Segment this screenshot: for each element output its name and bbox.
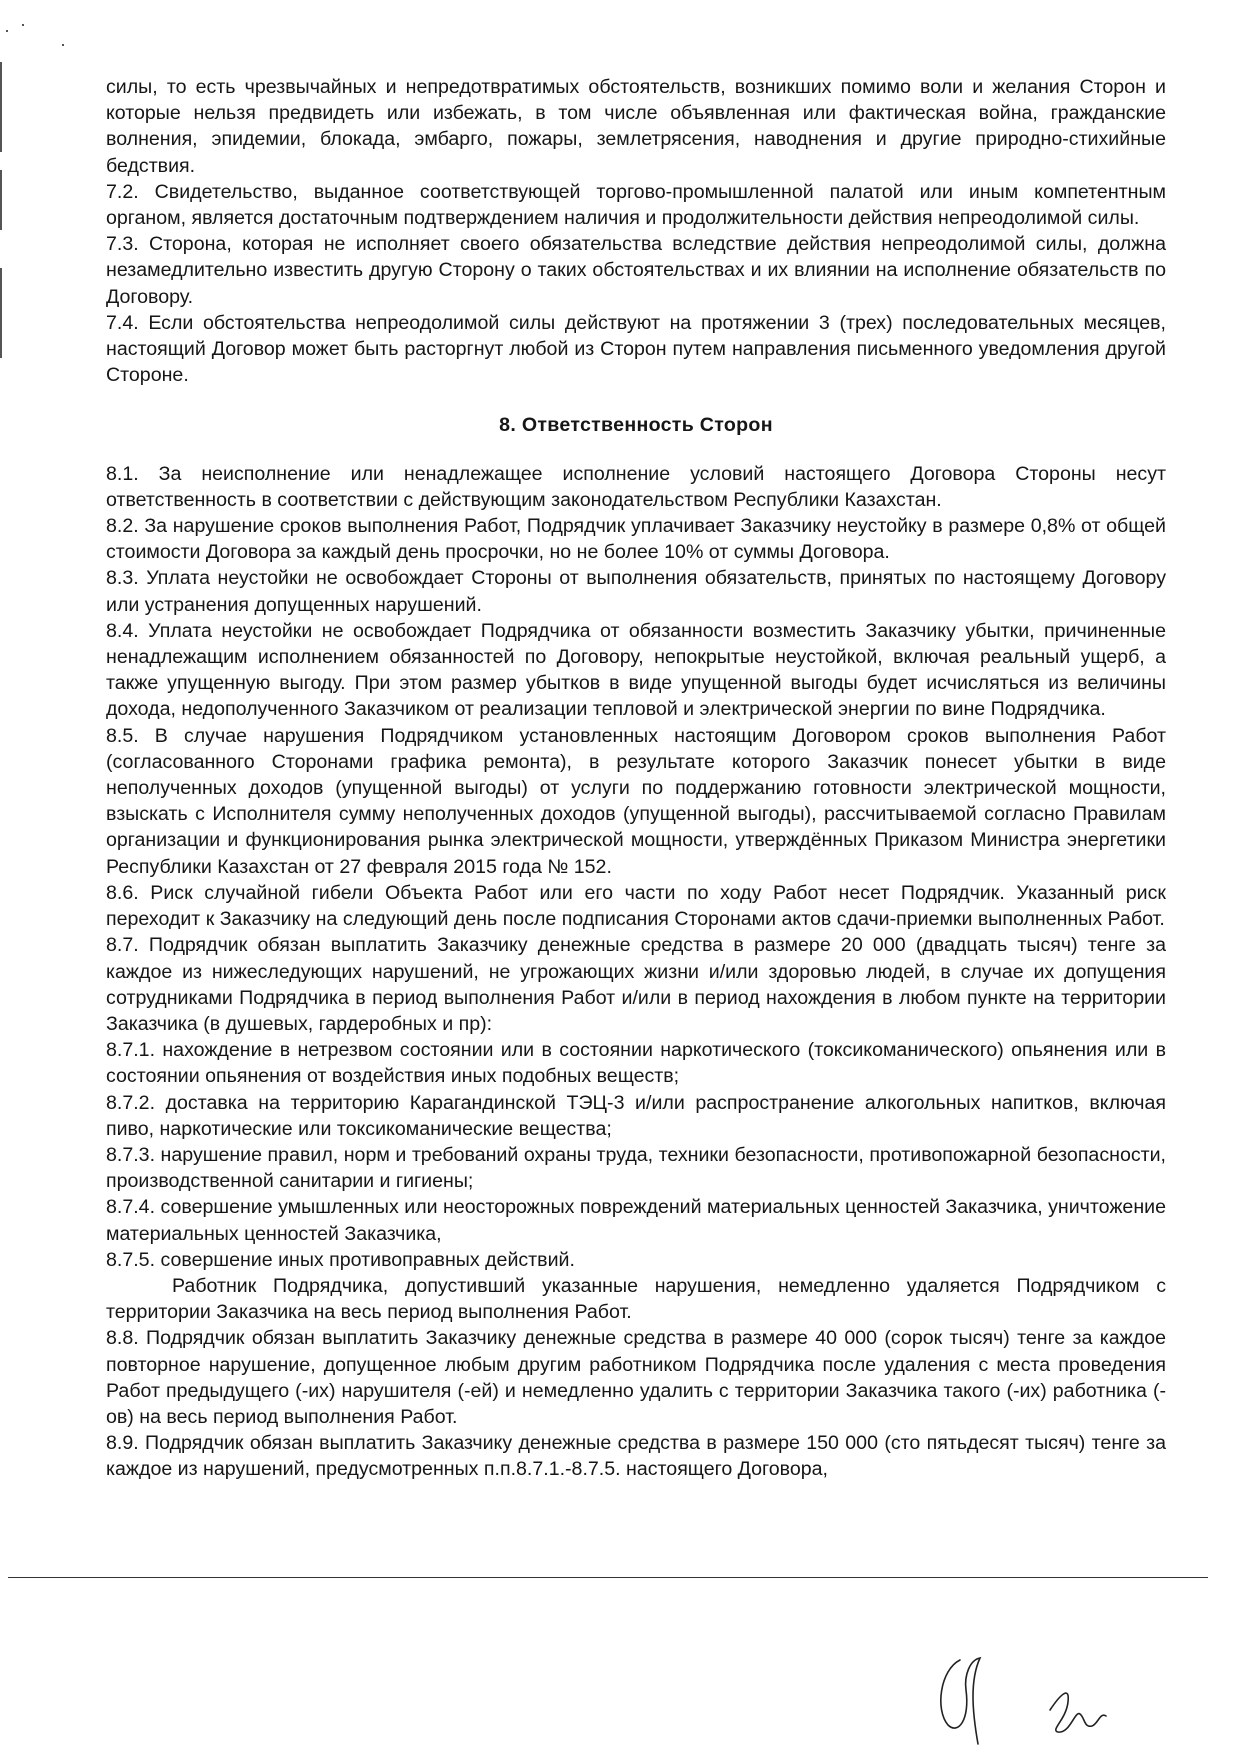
signature-mark-right: [1050, 1693, 1106, 1732]
paragraph-8-8: 8.8. Подрядчик обязан выплатить Заказчику денежные средства в размере 40 000 (сорок тысяч) тенге за каждое повторное нарушение, допущенное любым другим работником Подрядчика после удаления с места проведения Работ предыдущего (-их) нарушителя (-ей) и немедленно удалить с территории Заказчика такого (-их) работника (-ов) на весь период выполнения Работ.: [106, 1327, 1166, 1428]
paragraph-8-7-1: 8.7.1. нахождение в нетрезвом состоянии или в состоянии наркотического (токсикоманического) опьянения или в состоянии опьянения от воздействия иных подобных веществ;: [106, 1039, 1166, 1088]
paragraph-8-7-3: 8.7.3. нарушение правил, норм и требований охраны труда, техники безопасности, противопожарной безопасности, производственной санитарии и гигиены;: [106, 1143, 1166, 1193]
handwritten-signatures: [900, 1640, 1200, 1750]
paragraph-8-4: 8.4. Уплата неустойки не освобождает Подрядчика от обязанности возместить Заказчику убытки, причиненные ненадлежащим исполнением обязанностей по Договору, непокрытые неустойкой, включая реальный ущерб, а также упущенную выгоду. При этом размер убытков в виде упущенной выгоды будет исчисляться из величины дохода, недополученного Заказчиком от реализации тепловой и электрической энергии по вине Подрядчика.: [106, 619, 1166, 721]
paragraph-8-7-5: 8.7.5. совершение иных противоправных действий.: [106, 1248, 575, 1271]
paragraph-8-7-4: 8.7.4. совершение умышленных или неосторожных повреждений материальных ценностей Заказчика, уничтожение материальных ценностей Заказчика,: [106, 1196, 1166, 1245]
scan-edge-mark: [0, 62, 2, 152]
paragraph-8-3: 8.3. Уплата неустойки не освобождает Стороны от выполнения обязательств, принятых по настоящему Договору или устранения допущенных нарушений.: [106, 567, 1166, 616]
paragraph-8-5: 8.5. В случае нарушения Подрядчиком установленных настоящим Договором сроков выполнения Работ (согласованного Сторонами графика ремонта), в результате которого Заказчик понесет убытки в виде неполученных доходов (упущенной выгоды) от услуги по поддержанию готовности электрической мощности, взыскать с Исполнителя сумму неполученных доходов (упущенной выгоды), рассчитываемой согласно Правилам организации и функционирования рынка электрической мощности, утверждённых Приказом Министра энергетики Республики Казахстан от 27 февраля 2015 года № 152.: [106, 724, 1166, 878]
scan-dot: [6, 30, 8, 32]
paragraph-8-9: 8.9. Подрядчик обязан выплатить Заказчику денежные средства в размере 150 000 (сто пятьдесят тысяч) тенге за каждое из нарушений, предусмотренных п.п.8.7.1.-8.7.5. настоящего Договора,: [106, 1432, 1166, 1481]
paragraph-8-1: 8.1. За неисполнение или ненадлежащее исполнение условий настоящего Договора Стороны несут ответственность в соответствии с действующим законодательством Республики Казахстан.: [106, 462, 1166, 511]
scan-dot: [22, 24, 24, 26]
document-body: [106, 74, 1166, 1483]
paragraph-8-7: 8.7. Подрядчик обязан выплатить Заказчику денежные средства в размере 20 000 (двадцать тысяч) тенге за каждое из нижеследующих нарушений, не угрожающих жизни и/или здоровью людей, в случае их допущения сотрудниками Подрядчика в период выполнения Работ и/или в период нахождения в любом пункте на территории Заказчика (в душевых, гардеробных и пр):: [106, 934, 1166, 1035]
scan-edge-mark: [0, 268, 2, 358]
scan-edge-mark: [0, 170, 2, 230]
scan-dot: [62, 44, 64, 46]
section-heading: 8. Ответственность Сторон: [499, 414, 773, 437]
paragraph-force-majeure-continuation: силы, то есть чрезвычайных и непредотвратимых обстоятельств, возникших помимо воли и желания Сторон и которые нельзя предвидеть или избежать, в том числе объявленная или фактическая война, гражданские волнения, эпидемии, блокада, эмбарго, пожары, землетрясения, наводнения и другие природно-стихийные бедствия.: [106, 76, 1166, 177]
paragraph-7-4: 7.4. Если обстоятельства непреодолимой силы действуют на протяжении 3 (трех) последовательных месяцев, настоящий Договор может быть расторгнут любой из Сторон путем направления письменного уведомления другой Стороне.: [106, 311, 1166, 387]
signature-mark-left: [941, 1658, 980, 1744]
paragraph-7-3: 7.3. Сторона, которая не исполняет своего обязательства вследствие действия непреодолимой силы, должна незамедлительно известить другую Сторону о таких обстоятельствах и их влиянии на исполнение обязательств по Договору.: [106, 233, 1166, 308]
paragraph-8-2: 8.2. За нарушение сроков выполнения Работ, Подрядчик уплачивает Заказчику неустойку в размере 0,8% от общей стоимости Договора за каждый день просрочки, но не более 10% от суммы Договора.: [106, 515, 1166, 564]
paragraph-worker-removal: Работник Подрядчика, допустивший указанные нарушения, немедленно удаляется Подрядчиком с территории Заказчика на весь период выполнения Работ.: [106, 1274, 1166, 1324]
paragraph-8-7-2: 8.7.2. доставка на территорию Карагандинской ТЭЦ-3 и/или распространение алкогольных напитков, включая пиво, наркотические или токсикоманические вещества;: [106, 1091, 1166, 1140]
paragraph-7-2: 7.2. Свидетельство, выданное соответствующей торгово-промышленной палатой или иным компетентным органом, является достаточным подтверждением наличия и продолжительности действия непреодолимой силы.: [106, 180, 1166, 230]
page-separator-line: [8, 1577, 1208, 1578]
paragraph-8-6: 8.6. Риск случайной гибели Объекта Работ или его части по ходу Работ несет Подрядчик. Указанный риск переходит к Заказчику на следующий день после подписания Сторонами актов сдачи-приемки выполненных Работ.: [106, 881, 1166, 931]
